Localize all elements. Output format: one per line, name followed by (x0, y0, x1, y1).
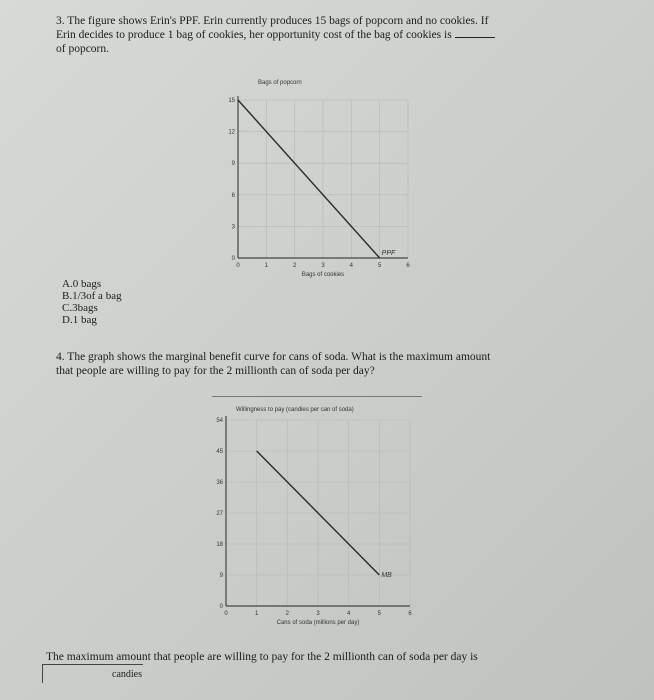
y-tick-label: 18 (216, 542, 223, 548)
option-d[interactable]: D.1 bag (62, 314, 97, 326)
x-tick-label: 4 (349, 263, 354, 269)
x-tick-label: 1 (254, 611, 259, 617)
x-axis-label: Cans of soda (millions per day) (276, 620, 360, 626)
x-tick-label: 4 (346, 611, 351, 617)
x-tick-label: 2 (292, 263, 297, 269)
option-c[interactable]: C.3bags (62, 302, 98, 314)
unit-label: candies (112, 669, 142, 680)
x-tick-label: 1 (264, 263, 269, 269)
y-tick-label: 27 (216, 511, 223, 517)
x-tick-label: 6 (408, 611, 412, 617)
y-tick-label: 0 (219, 604, 223, 610)
x-tick-label: 3 (316, 611, 320, 617)
q3-line2-text: Erin decides to produce 1 bag of cookies, her opportunity cost of the bag of cookies is (56, 29, 452, 41)
y-tick-label: 54 (216, 418, 223, 424)
x-tick-label: 0 (236, 263, 240, 269)
q3-text-line3: of popcorn. (56, 43, 110, 55)
y-tick-label: 0 (231, 256, 235, 262)
chart-title: Willingness to pay (candies per can of soda) (236, 407, 354, 413)
y-tick-label: 15 (228, 98, 235, 104)
x-tick-label: 3 (321, 263, 325, 269)
x-tick-label: 6 (406, 263, 410, 269)
series-label: PPF (381, 250, 396, 257)
answer-line: The maximum amount that people are willing to pay for the 2 millionth can of soda per day is (46, 651, 478, 663)
x-axis-label: Bags of cookies (301, 272, 345, 278)
x-tick-label: 5 (377, 263, 382, 269)
y-tick-label: 6 (231, 192, 235, 199)
option-a[interactable]: A.0 bags (62, 278, 102, 290)
y-tick-label: 36 (216, 480, 223, 486)
y-tick-label: 12 (228, 129, 235, 136)
q4-text-line1: 4. The graph shows the marginal benefit curve for cans of soda. What is the maximum amount (56, 351, 491, 363)
series-label: MB (381, 572, 392, 579)
y-tick-label: 45 (216, 449, 223, 455)
y-tick-label: 9 (219, 573, 223, 579)
option-b[interactable]: B.1/3of a bag (62, 290, 122, 302)
q4-text-line2: that people are willing to pay for the 2 millionth can of soda per day? (56, 365, 375, 377)
x-tick-label: 5 (377, 611, 382, 617)
chart-title: Bags of popcorn (258, 80, 302, 86)
y-tick-label: 9 (231, 161, 235, 168)
q3-text-line1: 3. The figure shows Erin's PPF. Erin currently produces 15 bags of popcorn and no cookies. If (56, 15, 489, 27)
y-tick-label: 3 (231, 224, 235, 231)
x-tick-label: 0 (224, 611, 228, 617)
x-tick-label: 2 (285, 611, 290, 617)
